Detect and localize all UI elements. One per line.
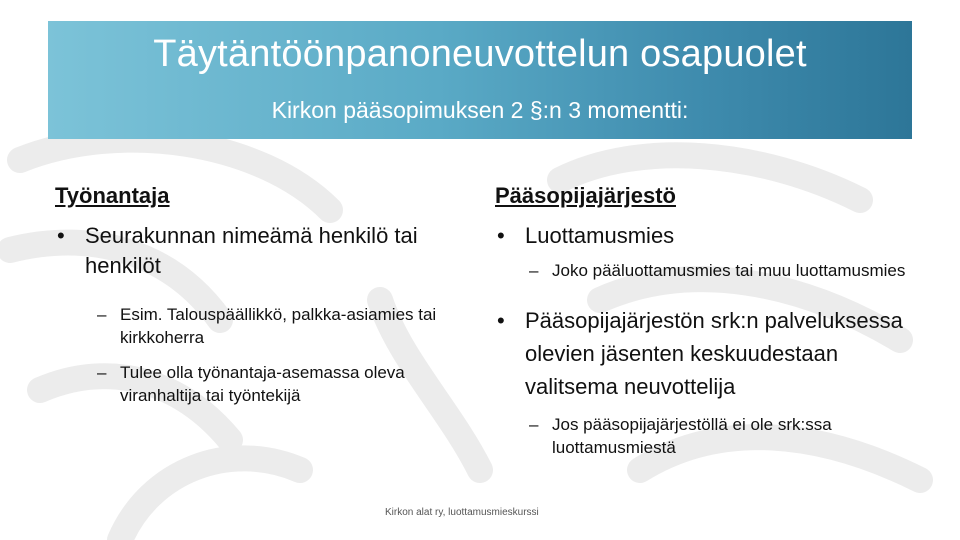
union-subitem-1-text: Joko pääluottamusmies tai muu luottamusmies bbox=[552, 261, 906, 280]
union-subitem-2-text: Jos pääsopijajärjestöllä ei ole srk:ssa luottamusmiestä bbox=[552, 415, 832, 457]
employer-bullet-text: Seurakunnan nimeämä henkilö tai henkilöt bbox=[85, 223, 418, 278]
union-bullet-2 bbox=[495, 304, 905, 403]
union-heading: Pääsopijajärjestö bbox=[495, 183, 676, 208]
union-bullet-1-text: Luottamusmies bbox=[525, 223, 675, 248]
employer-heading: Työnantaja bbox=[55, 183, 170, 208]
employer-subitem-text-2: Tulee olla työnantaja-asemassa oleva viranhaltija tai työntekijä bbox=[120, 363, 405, 405]
employer-bullet bbox=[55, 221, 455, 281]
footer-text: Kirkon alat ry, luottamusmieskurssi bbox=[385, 507, 539, 518]
title-banner bbox=[48, 21, 912, 139]
employer-subitem bbox=[97, 361, 450, 407]
employer-subitem bbox=[97, 303, 440, 349]
dash-marker: – bbox=[529, 261, 539, 280]
bullet-marker: • bbox=[497, 223, 505, 248]
right-column bbox=[495, 183, 915, 459]
dash-marker: – bbox=[529, 415, 539, 434]
union-bullet-2-text: Pääsopijajärjestön srk:n palveluksessa olevien jäsenten keskuudestaan valitsema neuvottelija bbox=[525, 308, 903, 399]
left-column bbox=[55, 183, 455, 407]
slide-subtitle: Kirkon pääsopimuksen 2 §:n 3 momentti: bbox=[271, 97, 689, 123]
dash-marker: – bbox=[97, 363, 107, 382]
employer-subitem-text-1: Esim. Talouspäällikkö, palkka-asiamies tai kirkkoherra bbox=[120, 305, 437, 347]
bullet-marker: • bbox=[57, 223, 65, 248]
union-subitem-1 bbox=[529, 259, 912, 282]
union-subitem-2 bbox=[529, 413, 932, 459]
union-bullet-1 bbox=[495, 221, 915, 251]
slide-title: Täytäntöönpanoneuvottelun osapuolet bbox=[153, 33, 807, 75]
bullet-marker: • bbox=[497, 308, 505, 333]
dash-marker: – bbox=[97, 305, 107, 324]
